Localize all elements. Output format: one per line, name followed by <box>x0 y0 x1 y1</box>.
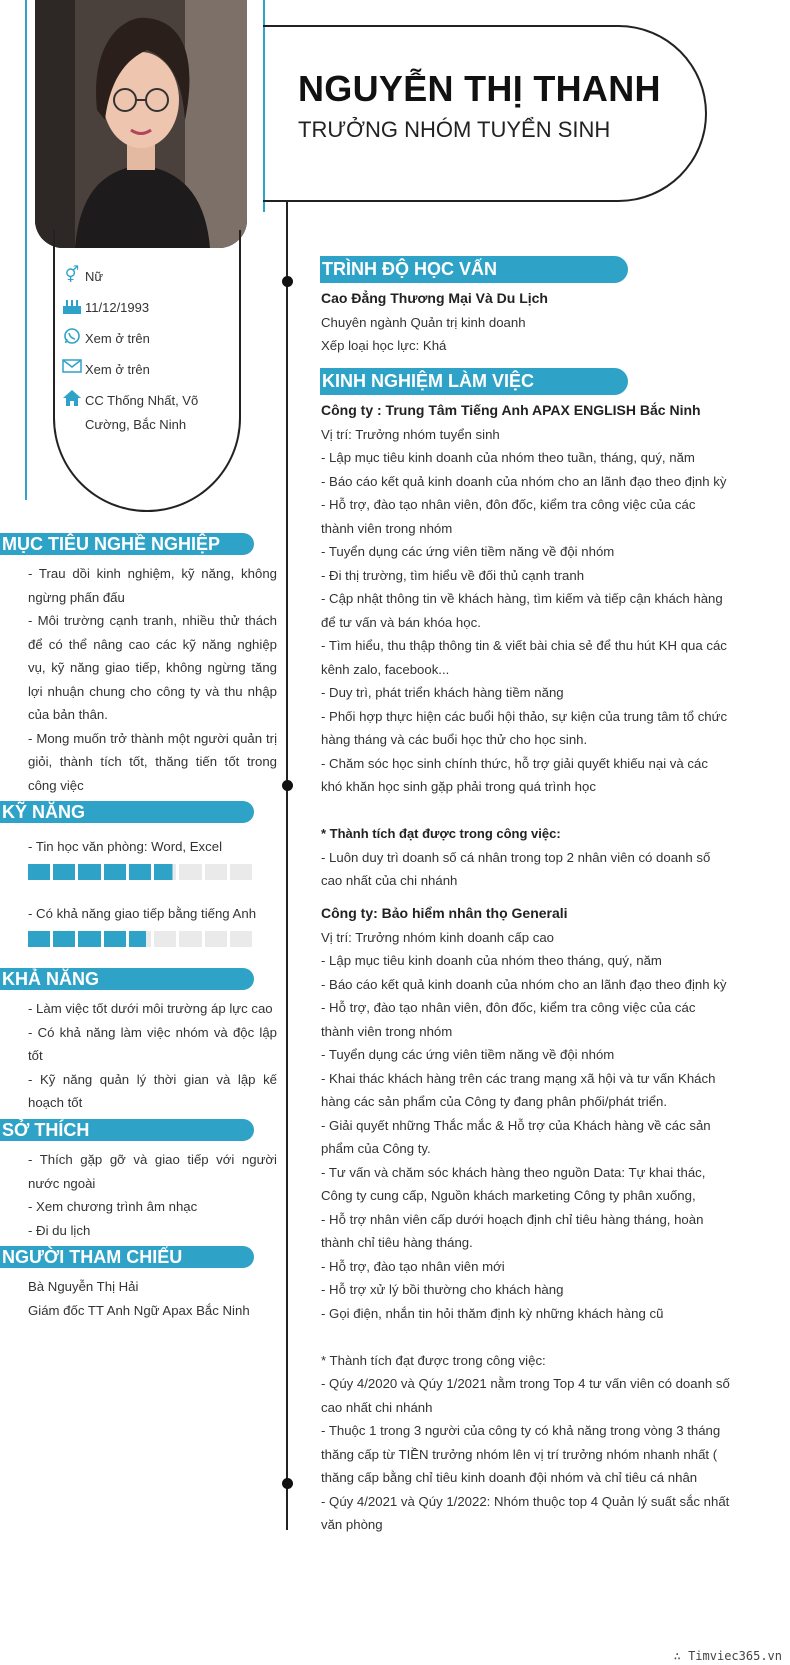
watermark: ∴ Timviec365.vn <box>673 1649 782 1663</box>
skill-bar-segment <box>230 931 252 947</box>
references-block <box>28 1275 277 1322</box>
list-item: - Tìm hiểu, thu thập thông tin & viết bài chia sẻ để thu hút KH qua các kênh zalo, facebook... <box>321 638 727 677</box>
list-item: - Tuyển dụng các ứng viên tiềm năng về đội nhóm <box>321 544 615 559</box>
list-item: - Qúy 4/2021 và Qúy 1/2022: Nhóm thuộc top 4 Quản lý suất sắc nhất văn phòng <box>321 1493 730 1532</box>
home-icon <box>62 389 82 409</box>
list-item: - Chăm sóc học sinh chính thức, hỗ trợ giải quyết khiếu nại và các khó khăn học sinh gặp phải trong quá trình học <box>321 755 708 794</box>
abilities-list <box>28 997 277 1115</box>
list-item: - Tuyển dụng các ứng viên tiềm năng về đội nhóm <box>321 1047 615 1062</box>
cake-icon <box>62 297 82 317</box>
skill-bar-segment <box>104 864 126 880</box>
list-item: - Đi du lịch <box>28 1222 91 1238</box>
list-item: - Hỗ trợ, đào tạo nhân viên, đôn đốc, kiểm tra công việc của các thành viên trong nhóm <box>321 1000 696 1039</box>
timeline-line <box>286 200 288 1530</box>
list-item: - Cập nhật thông tin về khách hàng, tìm kiếm và tiếp cận khách hàng để tư vấn và bán khóa học. <box>321 591 723 630</box>
list-item: - Có khả năng làm việc nhóm và độc lập tốt <box>28 1024 277 1063</box>
skill-bar-segment <box>205 931 227 947</box>
objective-list <box>28 562 277 797</box>
list-item: - Mong muốn trở thành một người quản trị giỏi, thành tích tốt, thăng tiến tốt trong công việc <box>28 730 277 793</box>
company-name: Công ty: Bảo hiểm nhân thọ Generali <box>321 905 568 921</box>
skill-bar-segment <box>28 864 50 880</box>
gender-value: Nữ <box>85 269 104 284</box>
birthday-value: 11/12/1993 <box>85 300 150 315</box>
company-name: Công ty : Trung Tâm Tiếng Anh APAX ENGLISH Bắc Ninh <box>321 402 701 418</box>
reference-name: Bà Nguyễn Thị Hải <box>28 1279 139 1294</box>
list-item: - Tư vấn và chăm sóc khách hàng theo nguồn Data: Tự khai thác, Công ty cung cấp, Nguồn khách marketing Công ty phân xuống, <box>321 1164 706 1203</box>
list-item: - Môi trường cạnh tranh, nhiều thử thách để có thể nâng cao các kỹ năng nghiệp vụ, kỹ năng giao tiếp, không ngừng tăng lợi nhuận chung cho công ty và thu nhập của bản thân. <box>28 613 277 722</box>
education-block <box>321 287 731 358</box>
skill-bar-segment <box>53 931 75 947</box>
skill-bar-segment <box>129 931 151 947</box>
skills-heading: KỸ NĂNG <box>0 801 254 823</box>
reference-position: Giám đốc TT Anh Ngữ Apax Bắc Ninh <box>28 1302 250 1318</box>
job-position: Vị trí: Trưởng nhóm tuyển sinh <box>321 426 500 442</box>
list-item: - Báo cáo kết quả kinh doanh của nhóm cho an lãnh đạo theo định kỳ <box>321 976 727 992</box>
list-item: - Khai thác khách hàng trên các trang mạng xã hội và tư vấn Khách hàng các sản phẩm của Công ty đang phân phối/phát triển. <box>321 1070 716 1109</box>
skill-bar-segment <box>154 864 176 880</box>
list-item: - Gọi điện, nhắn tin hỏi thăm định kỳ những khách hàng cũ <box>321 1305 664 1321</box>
skill-bar-segment <box>205 864 227 880</box>
skill-bar-segment <box>104 931 126 947</box>
sidebar-accent-line <box>25 0 27 500</box>
skill-bar-segment <box>179 931 201 947</box>
candidate-name: NGUYỄN THỊ THANH <box>298 68 661 109</box>
abilities-heading: KHẢ NĂNG <box>0 968 254 990</box>
list-item: - Thuộc 1 trong 3 người của công ty có khả năng trong vòng 3 tháng thăng cấp từ TIỀN trưởng nhóm lên vị trí trưởng nhóm nhanh nhất ( thăng cấp bằng chỉ tiêu kinh doanh đội nhóm và chỉ tiêu cá nhân <box>321 1423 721 1485</box>
list-item: - Duy trì, phát triển khách hàng tiềm năng <box>321 685 564 700</box>
skill-bar-segment <box>78 931 100 947</box>
list-item: - Thích gặp gỡ và giao tiếp với người nước ngoài <box>28 1152 277 1191</box>
list-item: - Kỹ năng quản lý thời gian và lập kế hoạch tốt <box>28 1071 277 1110</box>
skill-bar-segment <box>53 864 75 880</box>
hobbies-heading: SỞ THÍCH <box>0 1119 254 1141</box>
objective-heading: MỤC TIÊU NGHỀ NGHIỆP <box>0 533 254 555</box>
address-value: CC Thống Nhất, Võ Cường, Bắc Ninh <box>85 393 199 432</box>
list-item: - Lập mục tiêu kinh doanh của nhóm theo tháng, quý, năm <box>321 953 662 968</box>
education-heading: TRÌNH ĐỘ HỌC VẤN <box>320 256 628 283</box>
email-value: Xem ở trên <box>85 362 150 377</box>
achievement-title: * Thành tích đạt được trong công việc: <box>321 826 561 841</box>
job-block <box>321 399 731 893</box>
skill-bar-segment <box>78 864 100 880</box>
list-item: - Hỗ trợ, đào tạo nhân viên, đôn đốc, kiểm tra công việc của các thành viên trong nhóm <box>321 497 696 536</box>
list-item: - Trau dồi kinh nghiệm, kỹ năng, không ngừng phấn đấu <box>28 566 277 605</box>
list-item: - Báo cáo kết quả kinh doanh của nhóm cho an lãnh đạo theo định kỳ <box>321 473 727 489</box>
skill-bar <box>28 864 252 880</box>
education-major: Chuyên ngành Quản trị kinh doanh <box>321 314 526 330</box>
gender-icon: ⚥ <box>64 267 80 284</box>
whatsapp-icon <box>62 327 82 347</box>
references-heading: NGƯỜI THAM CHIẾU <box>0 1246 254 1268</box>
phone-value: Xem ở trên <box>85 331 150 346</box>
skill-bar <box>28 931 252 947</box>
skill-bar-segment <box>179 864 201 880</box>
achievement-title: * Thành tích đạt được trong công việc: <box>321 1352 546 1368</box>
avatar-illustration <box>35 0 247 248</box>
skill-label: - Có khả năng giao tiếp bằng tiếng Anh <box>28 906 257 921</box>
timeline-dot <box>282 1478 293 1489</box>
school-name: Cao Đẳng Thương Mại Và Du Lịch <box>321 290 548 306</box>
candidate-title: TRƯỞNG NHÓM TUYỂN SINH <box>298 117 611 142</box>
list-item: - Hỗ trợ, đào tạo nhân viên mới <box>321 1258 505 1274</box>
list-item: - Hỗ trợ xử lý bồi thường cho khách hàng <box>321 1282 564 1297</box>
header-frame <box>263 25 707 202</box>
job-block <box>321 902 731 1537</box>
avatar <box>35 0 247 248</box>
list-item: - Giải quyết những Thắc mắc & Hỗ trợ của Khách hàng về các sản phẩm của Công ty. <box>321 1117 711 1156</box>
experience-heading: KINH NGHIỆM LÀM VIỆC <box>320 368 628 395</box>
list-item: - Làm việc tốt dưới môi trường áp lực cao <box>28 1001 273 1016</box>
education-grade: Xếp loại học lực: Khá <box>321 338 447 353</box>
list-item: - Qúy 4/2020 và Qúy 1/2021 nằm trong Top 4 tư vấn viên có doanh số cao nhất chi nhánh <box>321 1376 730 1415</box>
list-item: - Lập mục tiêu kinh doanh của nhóm theo tuần, tháng, quý, năm <box>321 450 695 465</box>
list-item: - Xem chương trình âm nhạc <box>28 1199 198 1214</box>
list-item: - Hỗ trợ nhân viên cấp dưới hoạch định chỉ tiêu hàng tháng, hoàn thành chỉ tiêu hàng tháng. <box>321 1211 704 1250</box>
skill-bar-segment <box>129 864 151 880</box>
hobbies-list <box>28 1148 277 1242</box>
skill-bar-segment <box>154 931 176 947</box>
list-item: - Đi thị trường, tìm hiểu về đối thủ cạnh tranh <box>321 567 585 583</box>
list-item: - Luôn duy trì doanh số cá nhân trong top 2 nhân viên có doanh số cao nhất của chi nhánh <box>321 849 711 888</box>
timeline-dot <box>282 780 293 791</box>
timeline-dot <box>282 276 293 287</box>
job-position: Vị trí: Trưởng nhóm kinh doanh cấp cao <box>321 929 554 945</box>
skill-label: - Tin học văn phòng: Word, Excel <box>28 839 223 854</box>
skill-bar-segment <box>28 931 50 947</box>
list-item: - Phối hợp thực hiện các buổi hội thảo, sự kiện của trung tâm tổ chức hàng tháng và các buổi học thử cho học sinh. <box>321 708 728 747</box>
envelope-icon <box>62 358 82 378</box>
skill-bar-segment <box>230 864 252 880</box>
